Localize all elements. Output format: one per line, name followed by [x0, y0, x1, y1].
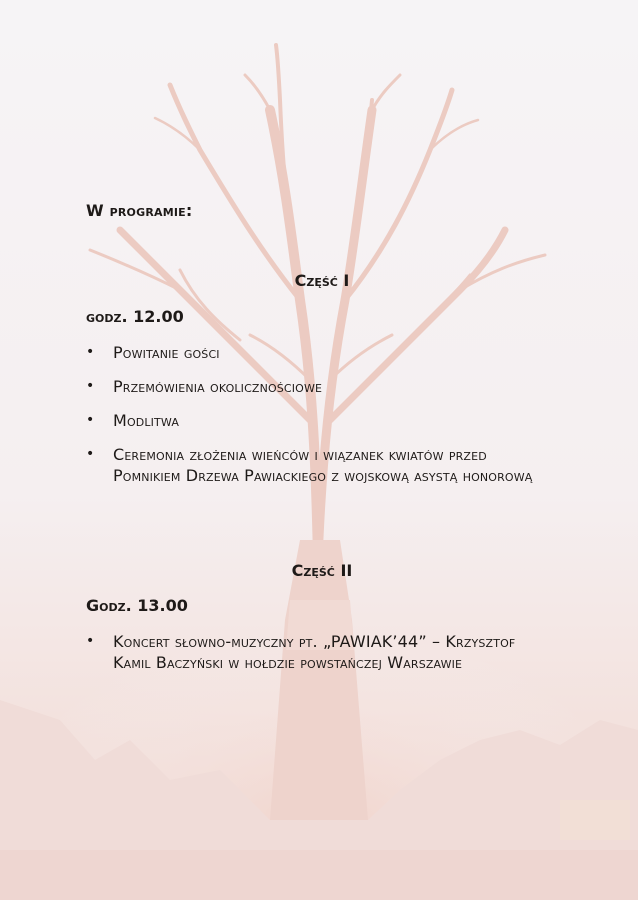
bullet-icon: •: [86, 633, 95, 649]
part-1-list: [86, 342, 546, 486]
list-item: • Przemówienia okolicznościowe: [86, 377, 323, 396]
list-item: • Koncert słowno-muzyczny pt. „PAWIAK’44” – Krzysztof Kamil Baczyński w hołdzie powstańczej Warszawie: [86, 632, 516, 672]
bullet-icon: •: [86, 412, 95, 428]
bullet-icon: •: [86, 446, 95, 462]
part-2-title: Część II: [291, 561, 353, 580]
bullet-icon: •: [86, 378, 95, 394]
part-1-title: Część I: [294, 271, 350, 290]
list-item: • Powitanie gości: [86, 343, 220, 362]
part-2-list: [86, 631, 546, 673]
list-item: • Ceremonia złożenia wieńców i wiązanek kwiatów przed Pomnikiem Drzewa Pawiackiego z wojskową asystą honorową: [86, 445, 533, 485]
list-item: • Modlitwa: [86, 411, 180, 430]
part-1-time: godz. 12.00: [86, 307, 184, 326]
bullet-icon: •: [86, 344, 95, 360]
program-heading: W programie:: [86, 201, 193, 220]
part-2-time: Godz. 13.00: [86, 596, 188, 615]
